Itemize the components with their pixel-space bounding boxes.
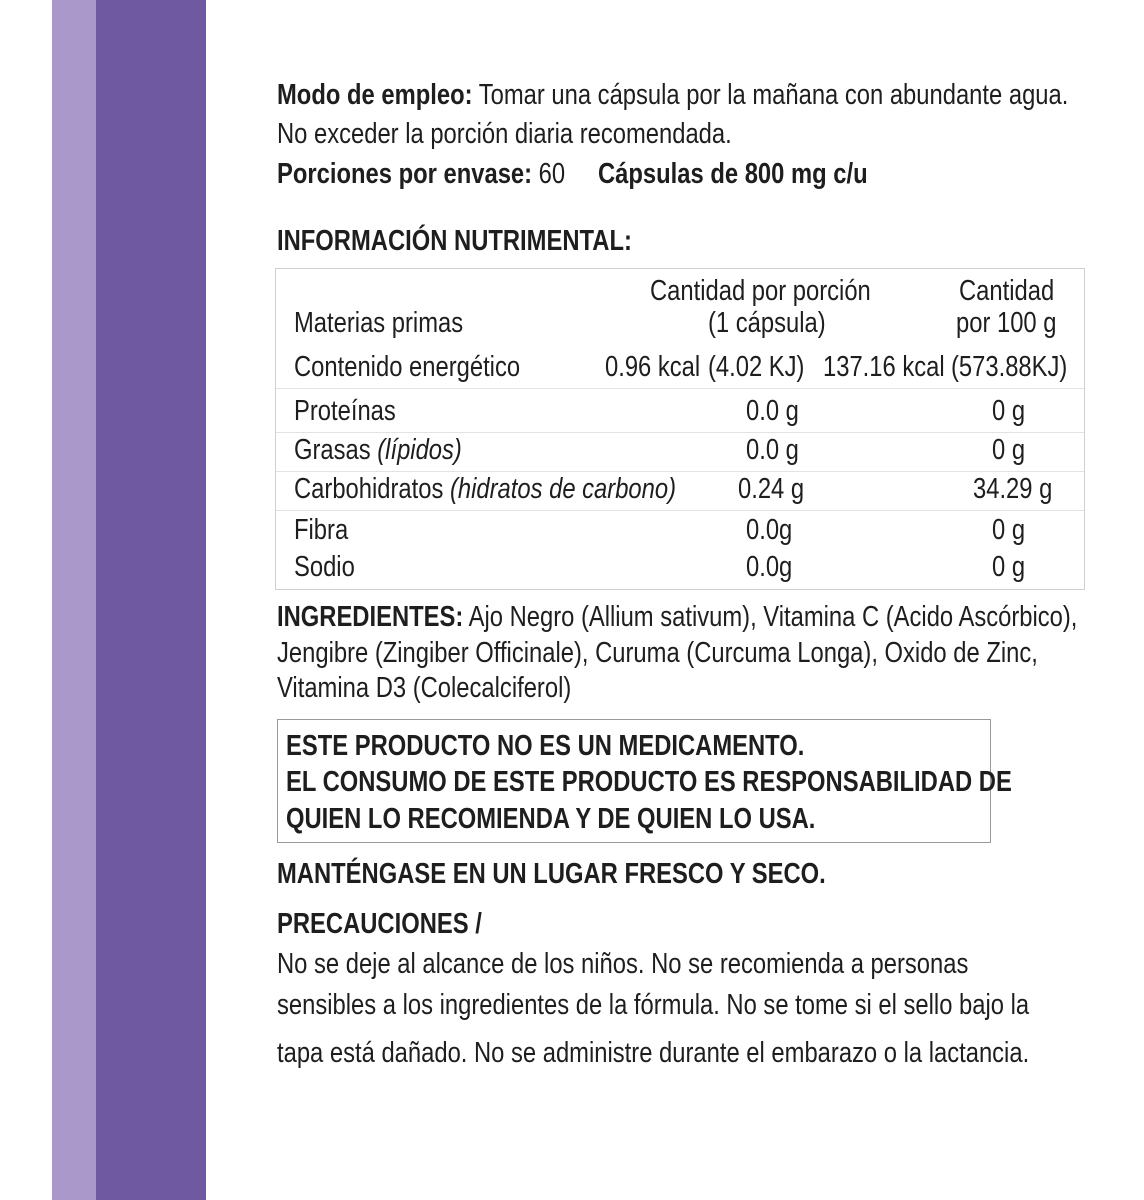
warning-line-3: QUIEN LO RECOMIENDA Y DE QUIEN LO USA. — [286, 803, 816, 835]
col-header-100g-2: por 100 g — [956, 307, 1057, 339]
col-header-portion-2: (1 cápsula) — [708, 307, 826, 339]
energy-name: Contenido energético — [294, 351, 521, 383]
col-header-100g-1: Cantidad — [959, 275, 1055, 307]
row-carbs-note: (hidratos de carbono) — [449, 473, 677, 505]
row-fats-per100: 0 g — [992, 434, 1026, 466]
row-sodium-portion: 0.0g — [746, 551, 793, 583]
energy-per100-kj: (573.88KJ) — [951, 351, 1068, 383]
usage-label: Modo de empleo: — [277, 79, 473, 111]
servings-value: 60 — [538, 158, 566, 190]
row-fats-note: (lípidos) — [377, 434, 462, 466]
usage-text: Tomar una cápsula por la mañana con abundante agua. — [478, 79, 1069, 111]
row-fats-name — [294, 433, 462, 467]
storage-note: MANTÉNGASE EN UN LUGAR FRESCO Y SECO. — [277, 858, 826, 890]
nutrition-heading: INFORMACIÓN NUTRIMENTAL: — [277, 225, 632, 257]
nutrition-table — [275, 268, 1085, 590]
energy-portion-kj: (4.02 KJ) — [708, 351, 805, 383]
row-carbs-name — [294, 472, 676, 506]
energy-portion-kcal: 0.96 kcal — [605, 351, 701, 383]
row-fats-label: Grasas — [294, 434, 378, 466]
row-fiber-per100: 0 g — [992, 514, 1026, 546]
warning-line-2: EL CONSUMO DE ESTE PRODUCTO ES RESPONSABILIDAD DE — [286, 766, 1012, 798]
row-carbs-per100: 34.29 g — [973, 473, 1053, 505]
ingredients-label: INGREDIENTES: — [277, 601, 464, 633]
warning-line-1: ESTE PRODUCTO NO ES UN MEDICAMENTO. — [286, 730, 805, 762]
row-fiber-portion: 0.0g — [746, 514, 793, 546]
ingredients-line-3: Vitamina D3 (Colecalciferol) — [277, 672, 572, 704]
energy-per100-kcal: 137.16 kcal — [823, 351, 945, 383]
capsules-info: Cápsulas de 800 mg c/u — [597, 158, 868, 190]
col-header-name: Materias primas — [294, 307, 464, 339]
row-fiber-name: Fibra — [294, 514, 349, 546]
usage-line-1 — [277, 78, 1068, 112]
precautions-line-2: sensibles a los ingredientes de la fórmula. No se tome si el sello bajo la — [277, 989, 1030, 1021]
row-sodium-name: Sodio — [294, 551, 355, 583]
servings-label: Porciones por envase: — [277, 158, 533, 190]
row-carbs-label: Carbohidratos — [294, 473, 450, 505]
row-carbs-portion: 0.24 g — [738, 473, 805, 505]
col-header-portion-1: Cantidad por porción — [650, 275, 871, 307]
ingredients-line-1 — [277, 600, 1077, 634]
row-sodium-per100: 0 g — [992, 551, 1026, 583]
ingredients-line-2: Jengibre (Zingiber Officinale), Curuma (Curcuma Longa), Oxido de Zinc, — [277, 637, 1038, 669]
row-proteins-name: Proteínas — [294, 395, 396, 427]
usage-line-2: No exceder la porción diaria recomendada. — [277, 118, 732, 150]
row-separator — [276, 510, 1084, 511]
decorative-band-dark — [96, 0, 206, 1200]
servings-line — [277, 157, 868, 191]
row-proteins-per100: 0 g — [992, 395, 1026, 427]
ingredients-text-1: Ajo Negro (Allium sativum), Vitamina C (Acido Ascórbico), — [468, 601, 1078, 633]
decorative-band-light — [52, 0, 96, 1200]
row-separator — [276, 388, 1084, 389]
row-proteins-portion: 0.0 g — [746, 395, 799, 427]
precautions-line-1: No se deje al alcance de los niños. No se recomienda a personas — [277, 948, 969, 980]
precautions-line-3: tapa está dañado. No se administre durante el embarazo o la lactancia. — [277, 1037, 1030, 1069]
row-fats-portion: 0.0 g — [746, 434, 799, 466]
precautions-heading: PRECAUCIONES / — [277, 908, 482, 940]
